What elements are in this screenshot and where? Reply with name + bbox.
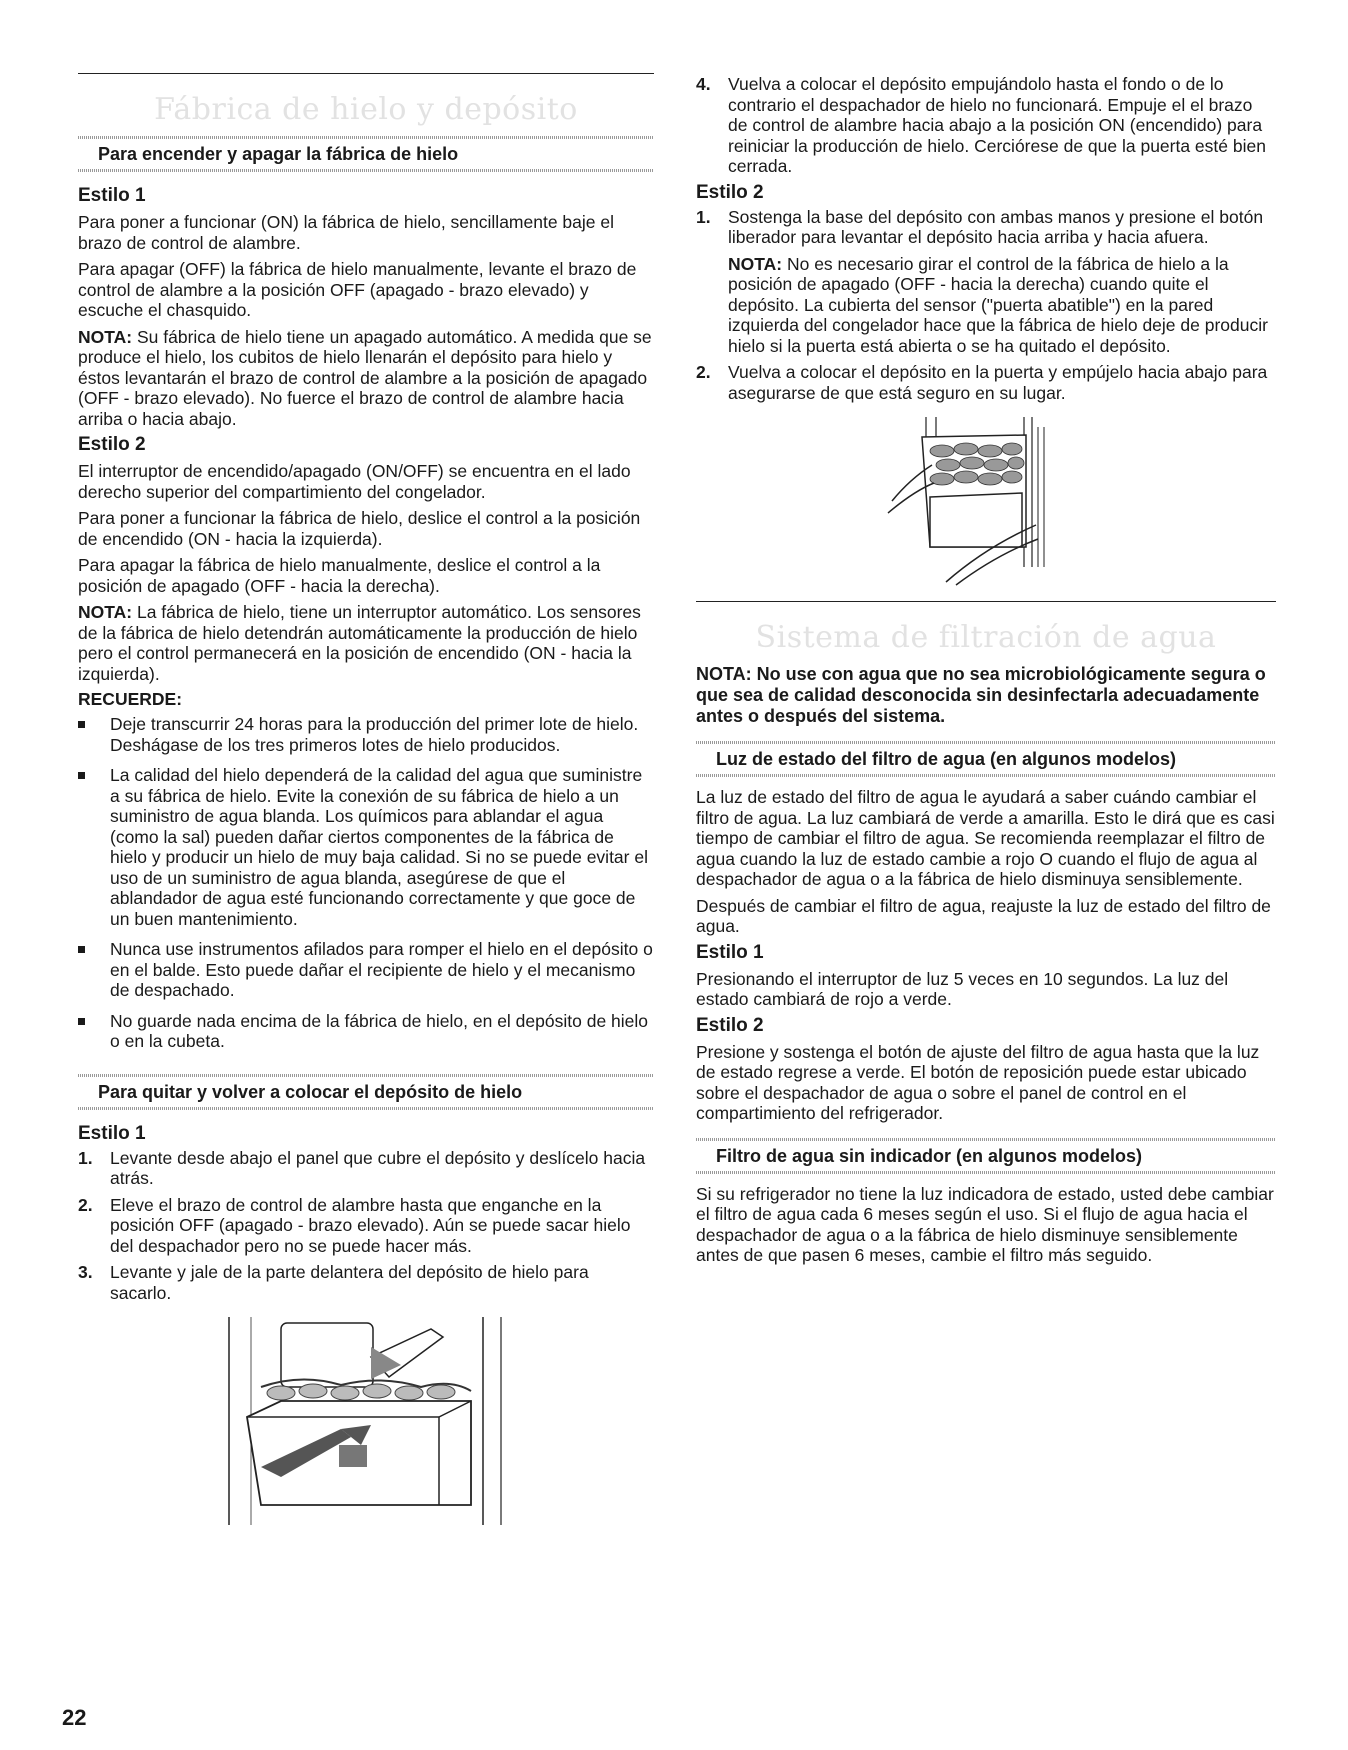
note-label: NOTA: xyxy=(728,253,783,274)
step-number: 3. xyxy=(78,1262,93,1282)
step-text: Eleve el brazo de control de alambre hasta que enganche en la posición OFF (apagado - brazo elevado). Aún se puede sacar hielo del despachador pero no se puede hacer más. xyxy=(110,1194,631,1256)
paragraph: Presionando el interruptor de luz 5 veces en 10 segundos. La luz del estado cambiará de rojo a verde. xyxy=(696,968,1229,1009)
note-text: No es necesario girar el control de la fábrica de hielo a la posición de apagado (OFF - hacia la derecha) cuando quite el depósito. La cubierta del sensor ("puerta abatible") en la pared izquierda del congelador hace que la fábrica de hielo deje de producir hielo si la puerta está abierta o se ha quitado el depósito. xyxy=(728,253,1268,356)
step-item xyxy=(696,207,1276,357)
subheading-on-off: Para encender y apagar la fábrica de hielo xyxy=(98,144,459,164)
list-item: Deje transcurrir 24 horas para la producción del primer lote de hielo. Deshágase de los tres primeros lotes de hielo producidos. xyxy=(78,714,654,755)
section-title-ice-maker: Fábrica de hielo y depósito xyxy=(154,92,578,127)
list-item: La calidad del hielo dependerá de la calidad del agua que suministre a su fábrica de hielo. Evite la conexión de su fábrica de hielo a un suministro de agua blanda. Los químicos para ablandar el agua (como la sal) pueden dañar ciertos componentes de la fábrica de hielo y producir un hielo de muy baja calidad. Si no se puede evitar el uso de un suministro de agua blanda, asegúrese de que el ablandador de agua esté funcionando correctamente y que goce de un buen mantenimiento. xyxy=(78,765,654,929)
subheading-remove-bin: Para quitar y volver a colocar el depósito de hielo xyxy=(98,1081,523,1102)
subheading-divider xyxy=(696,774,1276,777)
step-item xyxy=(78,1195,654,1257)
right-column xyxy=(696,72,1276,1266)
page-number: 22 xyxy=(62,1705,87,1730)
style-2-heading: Estilo 2 xyxy=(696,181,764,203)
step-number: 4. xyxy=(696,74,711,94)
style-1-heading: Estilo 1 xyxy=(78,185,146,206)
step-item xyxy=(78,1148,654,1189)
paragraph: Para poner a funcionar la fábrica de hielo, deslice el control a la posición de encendido (ON - hacia la izquierda). xyxy=(78,508,641,549)
note-paragraph xyxy=(728,254,1276,357)
step-text: Sostenga la base del depósito con ambas manos y presione el botón liberador para levantar el depósito hacia arriba y hacia afuera. xyxy=(728,206,1264,247)
left-column xyxy=(78,73,654,1527)
step-number: 1. xyxy=(78,1147,93,1168)
list-item: No guarde nada encima de la fábrica de hielo, en el depósito de hielo o en la cubeta. xyxy=(78,1011,654,1052)
style-1-heading: Estilo 1 xyxy=(78,1122,146,1144)
step-item xyxy=(696,74,1276,177)
step-number: 2. xyxy=(696,362,711,382)
subheading-divider xyxy=(696,1171,1276,1174)
note-paragraph xyxy=(78,327,654,430)
step-item xyxy=(78,1262,654,1303)
steps-list xyxy=(78,1148,654,1304)
subheading-divider xyxy=(78,169,654,172)
paragraph: Para poner a funcionar (ON) la fábrica de hielo, sencillamente baje el brazo de control de alambre. xyxy=(78,212,614,253)
step-text: Levante y jale de la parte delantera del depósito de hielo para sacarlo. xyxy=(110,1262,589,1303)
steps-list xyxy=(696,207,1276,404)
paragraph: Si su refrigerador no tiene la luz indicadora de estado, usted debe cambiar el filtro de agua cada 6 meses según el uso. Si el flujo de agua hacia el despachador de agua o a la fábrica de hielo disminuye sensiblemente antes de que pasen 6 meses, cambie el filtro más seguido. xyxy=(696,1183,1274,1265)
subheading-filter-status-light: Luz de estado del filtro de agua (en algunos modelos) xyxy=(716,749,1177,769)
style-2-heading: Estilo 2 xyxy=(696,1014,764,1036)
steps-list xyxy=(696,74,1276,177)
door-bin-illustration xyxy=(886,417,1076,587)
note-label: NOTA: xyxy=(78,326,133,347)
subheading-divider xyxy=(78,1107,654,1110)
paragraph: Después de cambiar el filtro de agua, reajuste la luz de estado del filtro de agua. xyxy=(696,895,1271,936)
note-paragraph xyxy=(78,602,654,684)
subheading-filter-no-indicator: Filtro de agua sin indicador (en algunos modelos) xyxy=(716,1145,1143,1166)
note-text: La fábrica de hielo, tiene un interruptor automático. Los sensores de la fábrica de hielo detendrán automáticamente la producción de hielo pero el control permanecerá en la posición de encendido (ON - hacia la izquierda). xyxy=(78,602,641,684)
step-number: 1. xyxy=(696,206,711,227)
step-text: Vuelva a colocar el depósito empujándolo hasta el fondo o de lo contrario el despachador de hielo no funcionará. Empuje el el brazo de control de alambre hacia abajo a la posición ON (encendido) para reiniciar la producción de hielo. Cerciórese de que la puerta esté bien cerrada. xyxy=(728,74,1266,176)
paragraph: Para apagar la fábrica de hielo manualmente, deslice el control a la posición de apagado (OFF - hacia la derecha). xyxy=(78,555,601,596)
section-rule xyxy=(78,73,654,74)
paragraph: Presione y sostenga el botón de ajuste del filtro de agua hasta que la luz de estado regrese a verde. El botón de reposición puede estar ubicado sobre el despachador de agua o sobre el panel de control en el compartimiento del refrigerador. xyxy=(696,1041,1260,1123)
style-1-heading: Estilo 1 xyxy=(696,941,764,963)
list-item: Nunca use instrumentos afilados para romper el hielo en el depósito o en el balde. Esto puede dañar el recipiente de hielo y el mecanismo de despachado. xyxy=(78,939,654,1001)
step-text: Vuelva a colocar el depósito en la puerta y empújelo hacia abajo para asegurarse de que está seguro en su lugar. xyxy=(728,362,1268,403)
paragraph: El interruptor de encendido/apagado (ON/OFF) se encuentra en el lado derecho superior del compartimiento del congelador. xyxy=(78,461,631,502)
note-text: Su fábrica de hielo tiene un apagado automático. A medida que se produce el hielo, los cubitos de hielo llenarán el depósito para hielo y éstos levantarán el brazo de control de alambre a la posición de apagado (OFF - brazo elevado). No fuerce el brazo de control de alambre hacia arriba o hacia abajo. xyxy=(78,326,652,429)
remember-list xyxy=(78,714,654,1052)
section-title-water-filter: Sistema de filtración de agua xyxy=(755,620,1217,655)
paragraph: La luz de estado del filtro de agua le ayudará a saber cuándo cambiar el filtro de agua. La luz cambiará de verde a amarilla. Esto le dirá que es casi tiempo de cambiar el filtro de agua. Se recomienda reemplazar el filtro de agua cuando la luz de estado cambie a rojo O cuando el flujo de agua al despachador de agua o a la fábrica de hielo disminuya sensiblemente. xyxy=(696,787,1275,889)
step-text: Levante desde abajo el panel que cubre el depósito y deslícelo hacia atrás. xyxy=(110,1147,646,1188)
paragraph: Para apagar (OFF) la fábrica de hielo manualmente, levante el brazo de control de alambre a la posición OFF (apagado - brazo elevado) y escuche el chasquido. xyxy=(78,259,637,320)
note-label: NOTA: xyxy=(78,602,133,622)
step-item xyxy=(696,362,1276,403)
section-rule xyxy=(696,601,1276,602)
safety-note: NOTA: No use con agua que no sea microbiológicamente segura o que sea de calidad desconocida sin desinfectarla adecuadamente antes o después del sistema. xyxy=(696,664,1266,726)
remember-heading: RECUERDE: xyxy=(78,689,183,709)
ice-bin-removal-illustration xyxy=(221,1317,511,1527)
style-2-heading: Estilo 2 xyxy=(78,434,146,455)
step-number: 2. xyxy=(78,1194,93,1215)
